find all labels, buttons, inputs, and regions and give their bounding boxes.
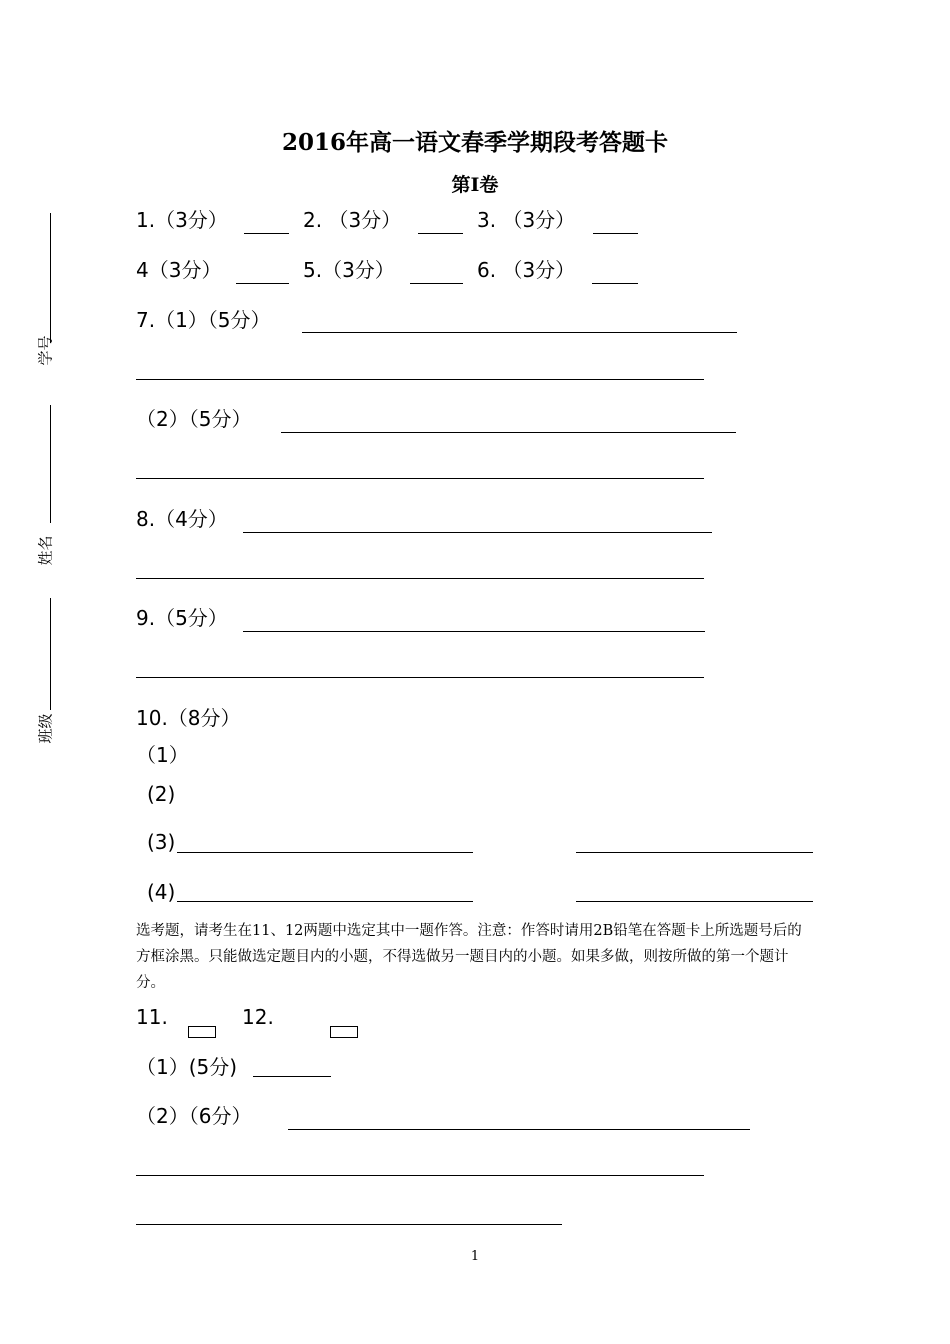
- elective-12-label: 12.: [242, 1005, 274, 1029]
- class-line: [50, 598, 51, 710]
- question-7-1-label: 7.（1）（5分）: [136, 308, 271, 332]
- answer-blank-2[interactable]: [418, 233, 463, 234]
- question-10-part-2: (2): [147, 782, 176, 806]
- answer-line-7-2a[interactable]: [281, 432, 736, 433]
- answer-line-8a[interactable]: [243, 532, 712, 533]
- question-5-label: 5.（3分）: [303, 258, 395, 282]
- elective-answer-line-2a[interactable]: [288, 1129, 750, 1130]
- answer-blank-6[interactable]: [592, 283, 638, 284]
- question-10-part-4: (4): [147, 880, 176, 904]
- question-9-label: 9.（5分）: [136, 606, 228, 630]
- elective-12-checkbox[interactable]: [330, 1026, 358, 1038]
- answer-blank-1[interactable]: [244, 233, 289, 234]
- answer-line-10-4a[interactable]: [177, 901, 473, 902]
- elective-answer-blank-1[interactable]: [253, 1076, 331, 1077]
- student-id-label: 学号: [36, 335, 55, 366]
- section-title: 第Ⅰ卷: [451, 174, 499, 196]
- class-label: 班级: [36, 713, 55, 744]
- elective-11-label: 11.: [136, 1005, 168, 1029]
- answer-line-7-1a[interactable]: [302, 332, 737, 333]
- name-label: 姓名: [36, 535, 55, 566]
- elective-answer-line-2b[interactable]: [136, 1175, 704, 1176]
- question-2-label: 2. （3分）: [303, 208, 402, 232]
- answer-line-10-3a[interactable]: [177, 852, 473, 853]
- elective-instructions: 选考题，请考生在11、12两题中选定其中一题作答。注意：作答时请用2B铅笔在答题卡上所选题号后的方框涂黑。只能做选定题目内的小题，不得选做另一题目内的小题。如果多做，则按所做的第一个题计分。: [136, 923, 802, 991]
- answer-line-7-2b[interactable]: [136, 478, 704, 479]
- question-1-label: 1.（3分）: [136, 208, 228, 232]
- question-10-part-3: (3): [147, 830, 176, 854]
- question-10-part-1: （1）: [136, 743, 189, 767]
- answer-line-10-3b[interactable]: [576, 852, 813, 853]
- page-title: 2016年高一语文春季学期段考答题卡: [281, 129, 668, 156]
- answer-line-7-1b[interactable]: [136, 379, 704, 380]
- student-id-line: [50, 213, 51, 343]
- answer-blank-3[interactable]: [593, 233, 638, 234]
- question-8-label: 8.（4分）: [136, 507, 228, 531]
- name-line: [50, 405, 51, 523]
- answer-line-10-4b[interactable]: [576, 901, 813, 902]
- question-6-label: 6. （3分）: [477, 258, 576, 282]
- elective-part-2-label: （2）（6分）: [136, 1104, 252, 1128]
- answer-line-8b[interactable]: [136, 578, 704, 579]
- answer-line-9b[interactable]: [136, 677, 704, 678]
- elective-part-1-label: （1）(5分): [136, 1055, 238, 1079]
- question-7-2-label: （2）（5分）: [136, 407, 252, 431]
- page-number: 1: [470, 1249, 480, 1264]
- answer-line-9a[interactable]: [243, 631, 705, 632]
- question-4-label: 4（3分）: [136, 258, 222, 282]
- elective-answer-line-2c[interactable]: [136, 1224, 562, 1225]
- answer-blank-4[interactable]: [236, 283, 289, 284]
- question-10-label: 10.（8分）: [136, 706, 241, 730]
- question-3-label: 3. （3分）: [477, 208, 576, 232]
- answer-blank-5[interactable]: [410, 283, 463, 284]
- elective-11-checkbox[interactable]: [188, 1026, 216, 1038]
